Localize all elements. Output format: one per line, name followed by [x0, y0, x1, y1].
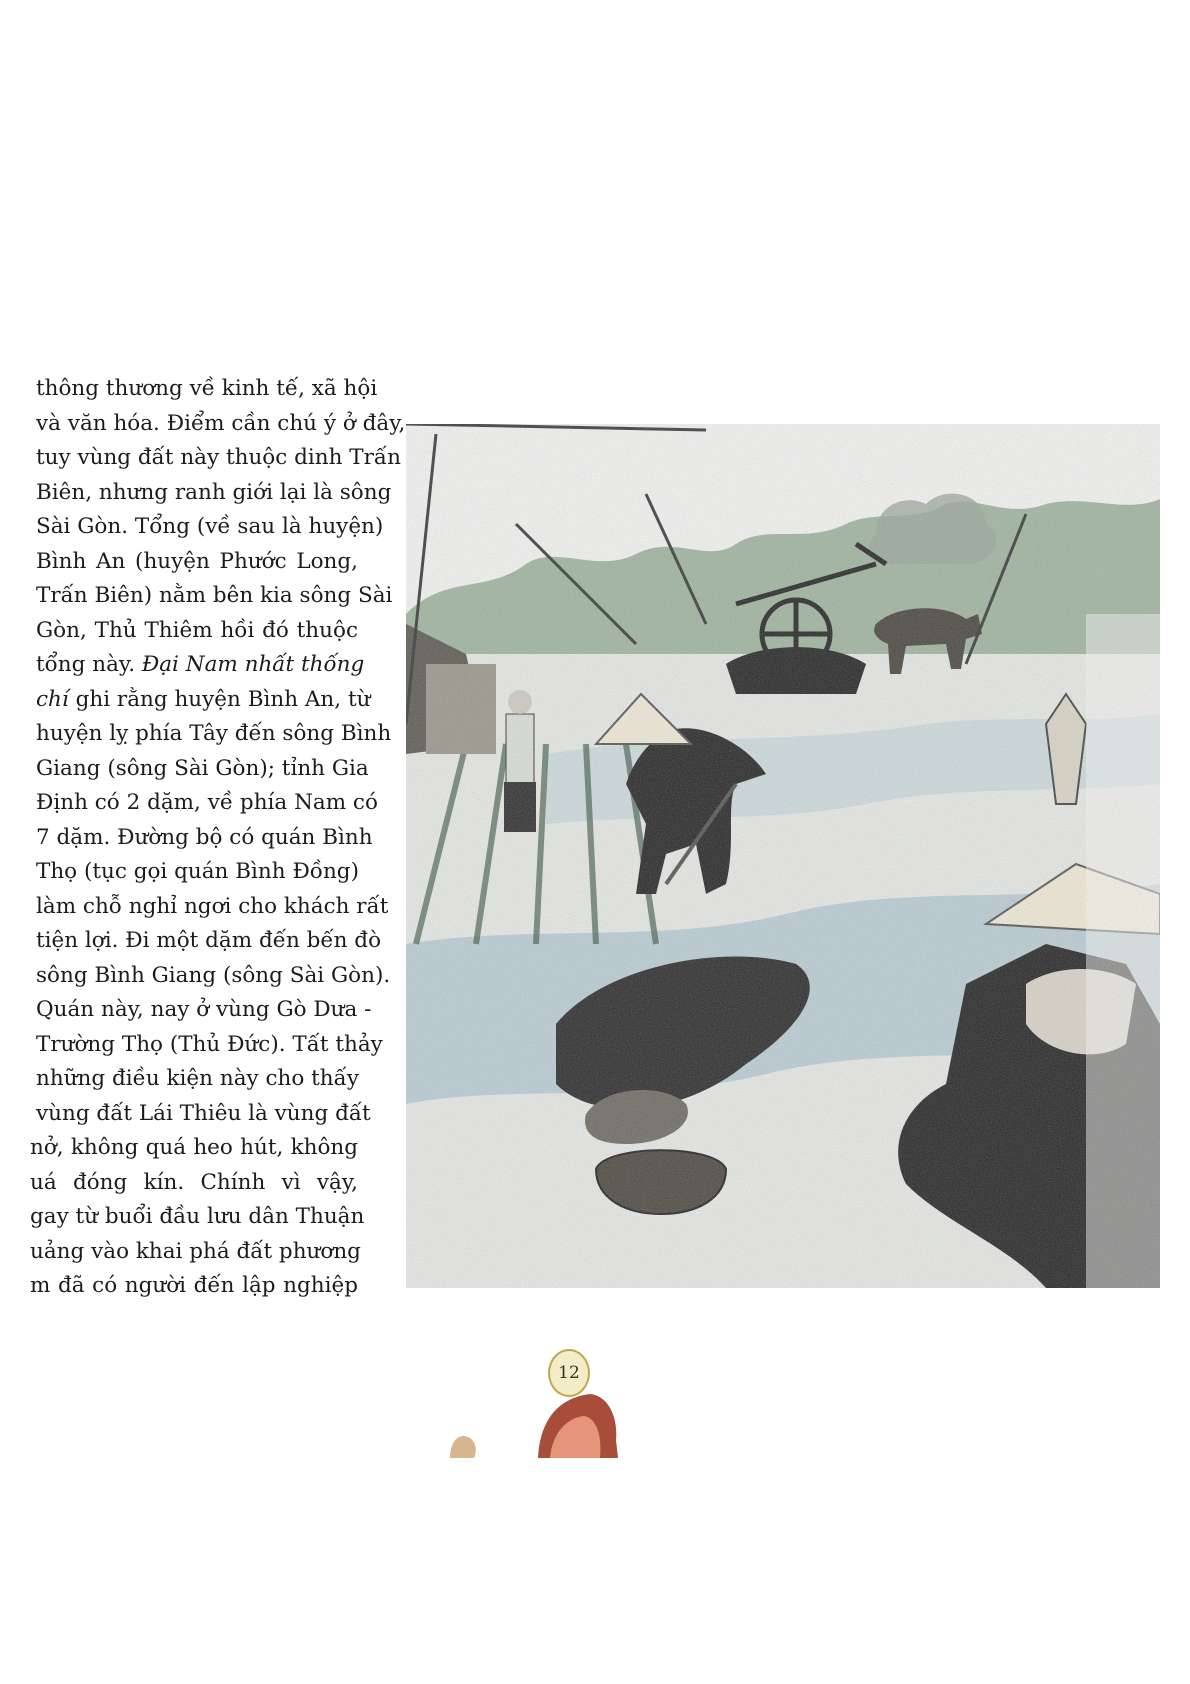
italic-run: Đại Nam nhất thống [141, 652, 365, 677]
text-line [36, 821, 373, 856]
text-run: Giang (sông Sài Gòn); tỉnh Gia [36, 755, 369, 781]
text-run: 7 dặm. Đường bộ có quán Bình [36, 824, 373, 850]
text-line [36, 1028, 383, 1063]
text-run: huyện lỵ phía Tây đến sông Bình [36, 721, 392, 746]
text-line [36, 579, 393, 614]
farming-scene-illustration [406, 424, 1160, 1288]
text-run: nở, không quá heo hút, không [30, 1135, 358, 1160]
text-line [36, 476, 392, 511]
text-run: thông thương về kinh tế, xã hội [36, 376, 378, 401]
text-run: tổng này. [36, 652, 142, 677]
text-run: m đã có người đến lập nghiệp [30, 1273, 358, 1298]
text-line [36, 855, 358, 890]
text-run: sông Bình Giang (sông Sài Gòn). [36, 962, 391, 988]
text-line [36, 959, 391, 994]
text-line [30, 1235, 361, 1270]
text-run: và văn hóa. Điểm cần chú ý ở đây, [36, 410, 406, 436]
text-run: Thọ (tục gọi quán Bình Đồng) [36, 859, 359, 884]
text-run: uảng vào khai phá đất phương [30, 1238, 361, 1264]
text-line [30, 1200, 365, 1235]
text-run: Gòn, Thủ Thiêm hồi đó thuộc [36, 617, 358, 643]
text-line [36, 614, 358, 649]
text-line [30, 1166, 358, 1201]
text-run: vùng đất Lái Thiêu là vùng đất [36, 1100, 371, 1126]
text-line [36, 1062, 358, 1097]
text-run: gay từ buổi đầu lưu dân Thuận [30, 1204, 365, 1229]
text-line [36, 1097, 371, 1132]
text-run: tuy vùng đất này thuộc dinh Trấn [36, 445, 401, 470]
text-line [36, 545, 358, 580]
text-line [36, 510, 384, 545]
text-run: Trấn Biên) nằm bên kia sông Sài [36, 583, 393, 608]
text-line [36, 786, 378, 821]
text-run: những điều kiện này cho thấy [36, 1066, 359, 1091]
text-run: làm chỗ nghỉ ngơi cho khách rất [36, 893, 389, 919]
text-run: uá đóng kín. Chính vì vậy, [30, 1169, 358, 1195]
body-text-column [30, 372, 406, 1304]
text-line [30, 1131, 358, 1166]
text-run: Bình An (huyện Phước Long, [36, 548, 358, 574]
page-number: 12 [558, 1363, 580, 1383]
text-run: Biên, nhưng ranh giới lại là sông [36, 479, 392, 505]
text-run: Trường Thọ (Thủ Đức). Tất thảy [36, 1031, 383, 1057]
text-line [36, 924, 382, 959]
text-line [36, 441, 401, 476]
text-run: Sài Gòn. Tổng (về sau là huyện) [36, 514, 384, 539]
text-run: ghi rằng huyện Bình An, từ [68, 686, 371, 712]
text-line [30, 1269, 358, 1304]
text-line [36, 372, 378, 407]
text-line [36, 717, 392, 752]
text-run: Định có 2 dặm, về phía Nam có [36, 790, 378, 815]
text-run: Quán này, nay ở vùng Gò Dưa - [36, 997, 372, 1022]
text-line [36, 683, 371, 718]
text-line [36, 407, 406, 442]
text-line [36, 752, 369, 787]
page-ornament [440, 1390, 680, 1458]
italic-run: chí [36, 686, 69, 712]
text-line [36, 890, 389, 925]
text-line [36, 993, 372, 1028]
text-line [36, 648, 365, 683]
text-run: tiện lợi. Đi một dặm đến bến đò [36, 928, 382, 953]
